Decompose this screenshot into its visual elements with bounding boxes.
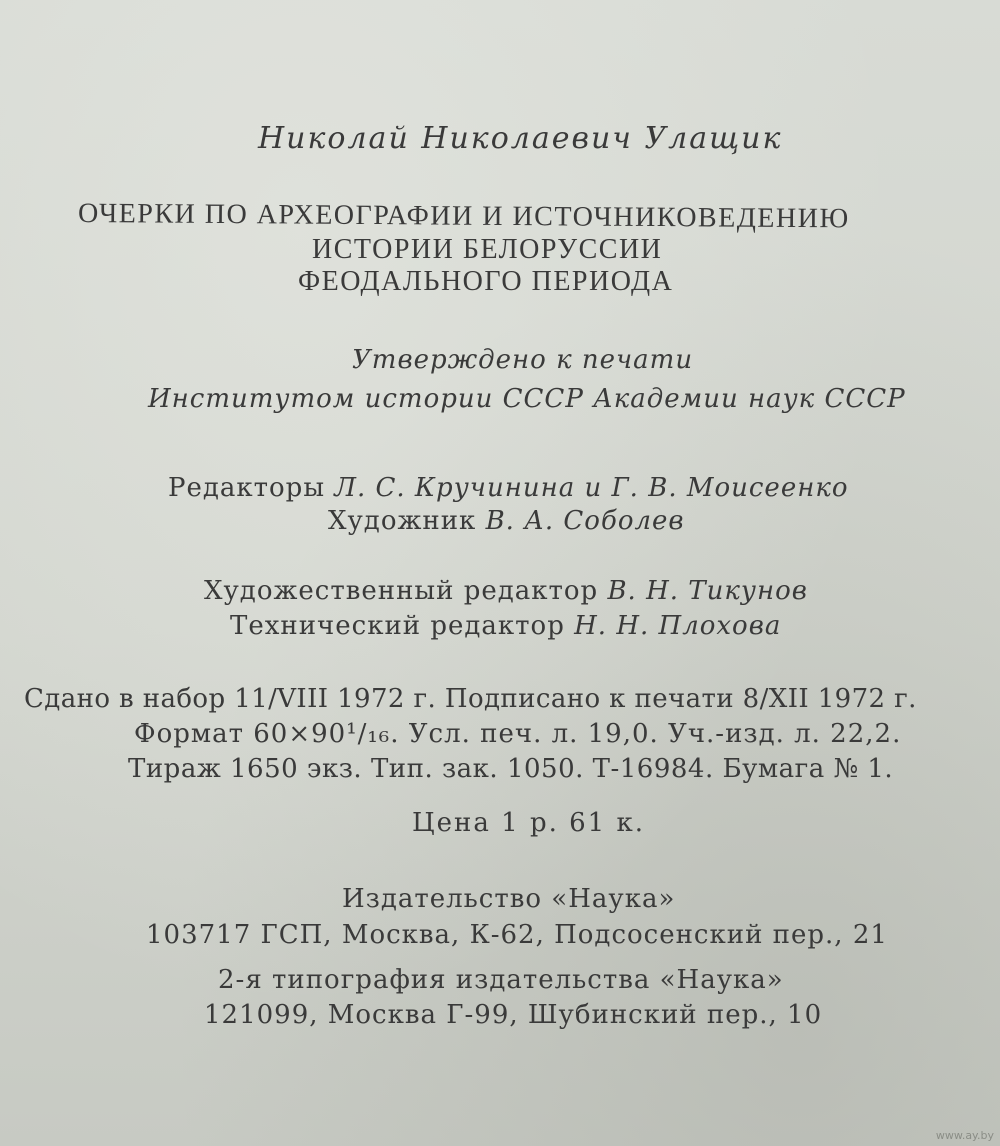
print-info-line-2: Формат 60×90¹/₁₆. Усл. печ. л. 19,0. Уч.-изд. л. 22,2. xyxy=(134,719,902,749)
artist-label: Художник xyxy=(328,506,477,536)
art-editor-label: Художественный редактор xyxy=(204,576,599,606)
print-info-line-3: Тираж 1650 экз. Тип. зак. 1050. Т-16984. Бумага № 1. xyxy=(128,754,894,784)
title-line-1: ОЧЕРКИ ПО АРХЕОГРАФИИ И ИСТОЧНИКОВЕДЕНИЮ xyxy=(77,198,850,235)
art-editor-name: В. Н. Тикунов xyxy=(607,576,808,606)
approval-line-2: Институтом истории СССР Академии наук СССР xyxy=(148,384,906,414)
publisher-address: 103717 ГСП, Москва, К-62, Подсосенский пер., 21 xyxy=(146,920,888,950)
tech-editor-line xyxy=(230,613,781,639)
price: Цена 1 р. 61 к. xyxy=(412,808,645,838)
approval-line-1: Утверждено к печати xyxy=(352,345,694,375)
watermark: www.ay.by xyxy=(935,1129,994,1142)
editors-line xyxy=(168,475,849,501)
tech-editor-name: Н. Н. Плохова xyxy=(574,611,782,641)
art-editor-line xyxy=(204,578,808,604)
printing-house-name: 2-я типография издательства «Наука» xyxy=(218,965,784,995)
title-line-2: ИСТОРИИ БЕЛОРУССИИ xyxy=(312,234,663,265)
editors-label: Редакторы xyxy=(168,473,326,503)
title-line-3: ФЕОДАЛЬНОГО ПЕРИОДА xyxy=(298,266,674,297)
print-info-line-1: Сдано в набор 11/VIII 1972 г. Подписано к печати 8/XII 1972 г. xyxy=(24,684,917,714)
publisher-name: Издательство «Наука» xyxy=(342,884,676,914)
artist-line xyxy=(328,508,685,534)
printing-house-address: 121099, Москва Г-99, Шубинский пер., 10 xyxy=(204,1000,823,1030)
author-name: Николай Николаевич Улащик xyxy=(258,121,783,156)
tech-editor-label: Технический редактор xyxy=(230,611,565,641)
artist-name: В. А. Соболев xyxy=(485,506,685,536)
editors-names: Л. С. Кручинина и Г. В. Моисеенко xyxy=(334,473,849,503)
